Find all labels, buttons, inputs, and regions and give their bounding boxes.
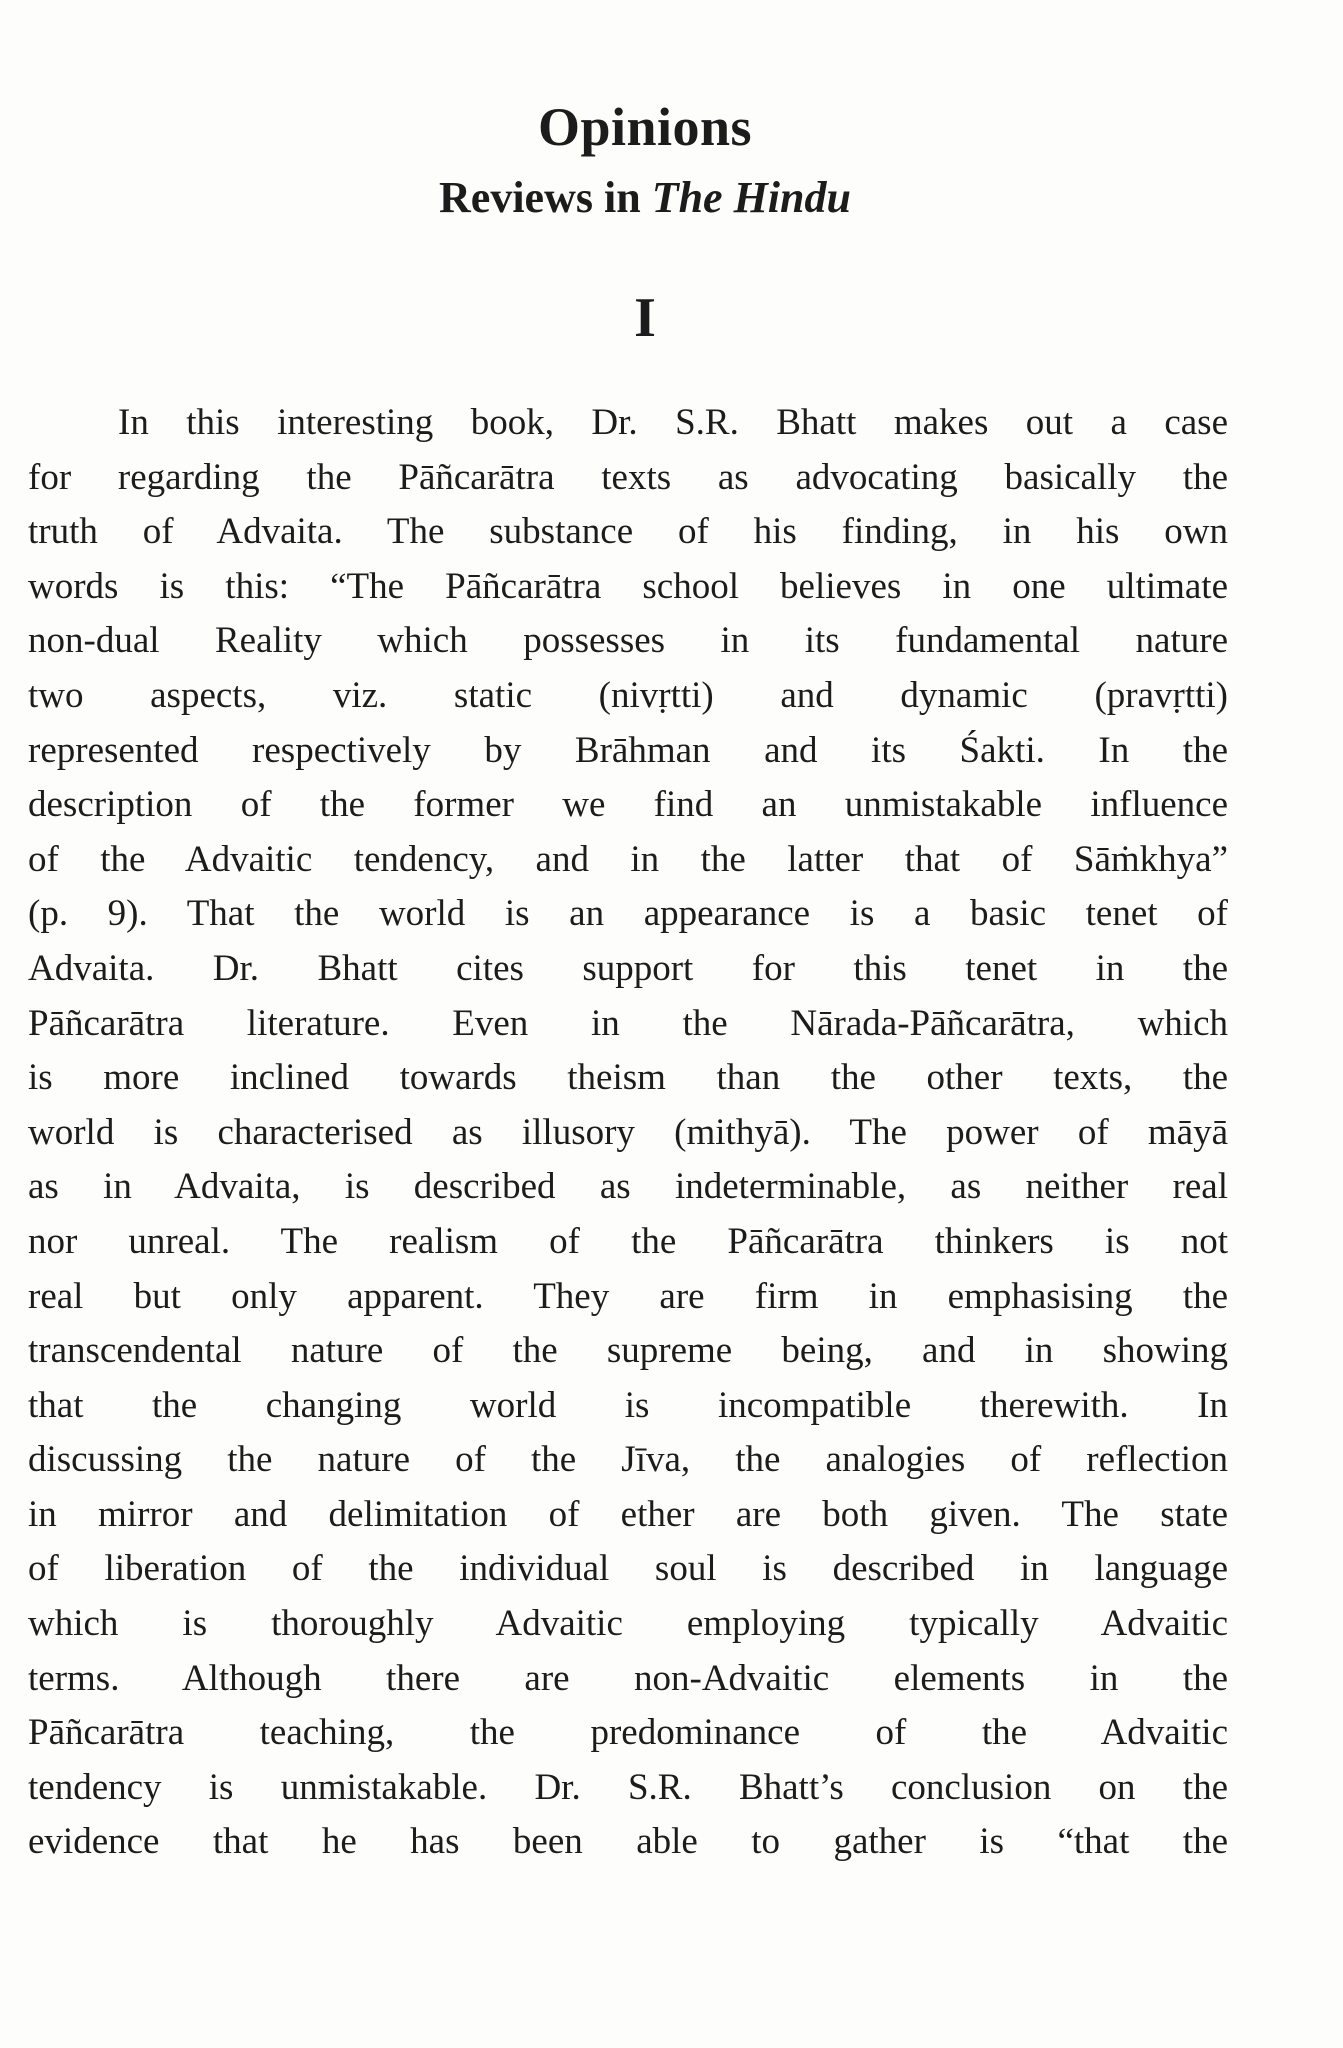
text-line: world is characterised as illusory (mithyā). The power of māyā	[28, 1111, 1228, 1153]
text-line: real but only apparent. They are firm in emphasising the	[28, 1275, 1228, 1317]
text-line: discussing the nature of the Jīva, the analogies of reflection	[28, 1439, 1228, 1481]
text-line: transcendental nature of the supreme being, and in showing	[28, 1330, 1228, 1372]
text-line: is more inclined towards theism than the other texts, the	[28, 1057, 1228, 1099]
review-paragraph	[28, 396, 1228, 1870]
text-line: as in Advaita, is described as indeterminable, as neither real	[28, 1166, 1228, 1208]
section-number: I	[634, 287, 656, 349]
text-line: description of the former we find an unmistakable influence	[28, 784, 1228, 826]
text-line: that the changing world is incompatible therewith. In	[28, 1384, 1228, 1426]
text-line: truth of Advaita. The substance of his finding, in his own	[28, 511, 1228, 553]
text-line: non-dual Reality which possesses in its fundamental nature	[28, 620, 1228, 662]
page-title: Opinions	[537, 97, 753, 157]
text-line: words is this: “The Pāñcarātra school believes in one ultimate	[28, 565, 1228, 607]
text-line: nor unreal. The realism of the Pāñcarātra thinkers is not	[28, 1220, 1228, 1262]
page-subtitle	[0, 172, 1290, 223]
text-line: of liberation of the individual soul is described in language	[28, 1548, 1228, 1590]
text-line: (p. 9). That the world is an appearance is a basic tenet of	[28, 893, 1228, 935]
text-line: Pāñcarātra literature. Even in the Nārada-Pāñcarātra, which	[28, 1002, 1228, 1044]
text-line: terms. Although there are non-Advaitic elements in the	[28, 1657, 1228, 1699]
publication-name: The Hindu	[651, 173, 851, 222]
text-line: represented respectively by Brāhman and its Śakti. In the	[28, 729, 1228, 771]
subtitle-prefix: Reviews in	[439, 173, 652, 222]
text-line: Pāñcarātra teaching, the predominance of the Advaitic	[28, 1712, 1228, 1754]
text-line: tendency is unmistakable. Dr. S.R. Bhatt’s conclusion on the	[28, 1766, 1228, 1808]
text-line: which is thoroughly Advaitic employing typically Advaitic	[28, 1603, 1228, 1645]
text-line: evidence that he has been able to gather is “that the	[28, 1821, 1228, 1863]
text-line: in mirror and delimitation of ether are both given. The state	[28, 1493, 1228, 1535]
text-line: of the Advaitic tendency, and in the latter that of Sāṁkhya”	[28, 838, 1228, 880]
text-line: two aspects, viz. static (nivṛtti) and dynamic (pravṛtti)	[28, 674, 1228, 716]
text-line: Advaita. Dr. Bhatt cites support for this tenet in the	[28, 947, 1228, 989]
text-line: for regarding the Pāñcarātra texts as advocating basically the	[28, 456, 1228, 498]
text-line: In this interesting book, Dr. S.R. Bhatt makes out a case	[118, 402, 1228, 443]
